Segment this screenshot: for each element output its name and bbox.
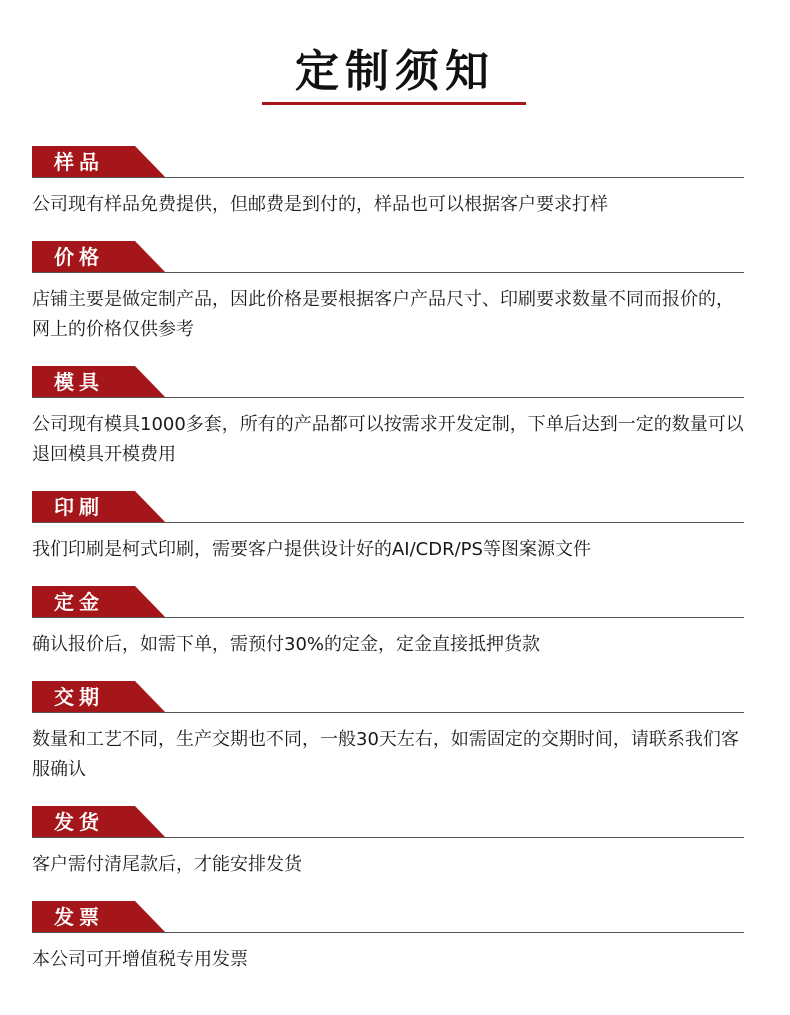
section-text: 确认报价后，如需下单，需预付30%的定金，定金直接抵押货款	[32, 634, 541, 655]
section-divider	[32, 522, 744, 523]
section-divider	[32, 272, 744, 273]
section-header	[32, 146, 744, 178]
section-label: 模具	[54, 370, 104, 394]
section-samples	[32, 146, 744, 220]
section-header	[32, 806, 744, 838]
section-divider	[32, 617, 744, 618]
section-price	[32, 241, 744, 345]
section-divider	[32, 177, 744, 178]
section-text: 公司现有样品免费提供，但邮费是到付的，样品也可以根据客户要求打样	[32, 194, 608, 215]
section-text: 本公司可开增值税专用发票	[32, 949, 248, 970]
section-shipping	[32, 806, 744, 880]
section-divider	[32, 932, 744, 933]
section-label: 样品	[54, 150, 104, 174]
section-invoice	[32, 901, 744, 975]
section-text: 数量和工艺不同，生产交期也不同，一般30天左右，如需固定的交期时间，请联系我们客服确认	[32, 729, 739, 780]
section-header	[32, 586, 744, 618]
section-divider	[32, 837, 744, 838]
section-text: 店铺主要是做定制产品，因此价格是要根据客户产品尺寸、印刷要求数量不同而报价的，网上的价格仅供参考	[32, 289, 734, 340]
section-deposit	[32, 586, 744, 660]
section-molds	[32, 366, 744, 470]
title-underline	[262, 102, 526, 105]
section-label: 发票	[54, 905, 104, 929]
section-header	[32, 241, 744, 273]
section-text: 我们印刷是柯式印刷，需要客户提供设计好的AI/CDR/PS等图案源文件	[32, 539, 591, 560]
section-header	[32, 681, 744, 713]
section-label: 交期	[54, 685, 104, 709]
section-lead-time	[32, 681, 744, 785]
page-title: 定制须知	[295, 46, 495, 97]
section-divider	[32, 712, 744, 713]
section-text: 客户需付清尾款后，才能安排发货	[32, 854, 302, 875]
section-text: 公司现有模具1000多套，所有的产品都可以按需求开发定制，下单后达到一定的数量可以退回模具开模费用	[32, 414, 744, 465]
section-label: 价格	[54, 245, 104, 269]
section-label: 发货	[54, 810, 104, 834]
section-label: 定金	[54, 590, 104, 614]
section-printing	[32, 491, 744, 565]
section-header	[32, 491, 744, 523]
section-header	[32, 366, 744, 398]
section-divider	[32, 397, 744, 398]
section-label: 印刷	[54, 495, 104, 519]
section-header	[32, 901, 744, 933]
